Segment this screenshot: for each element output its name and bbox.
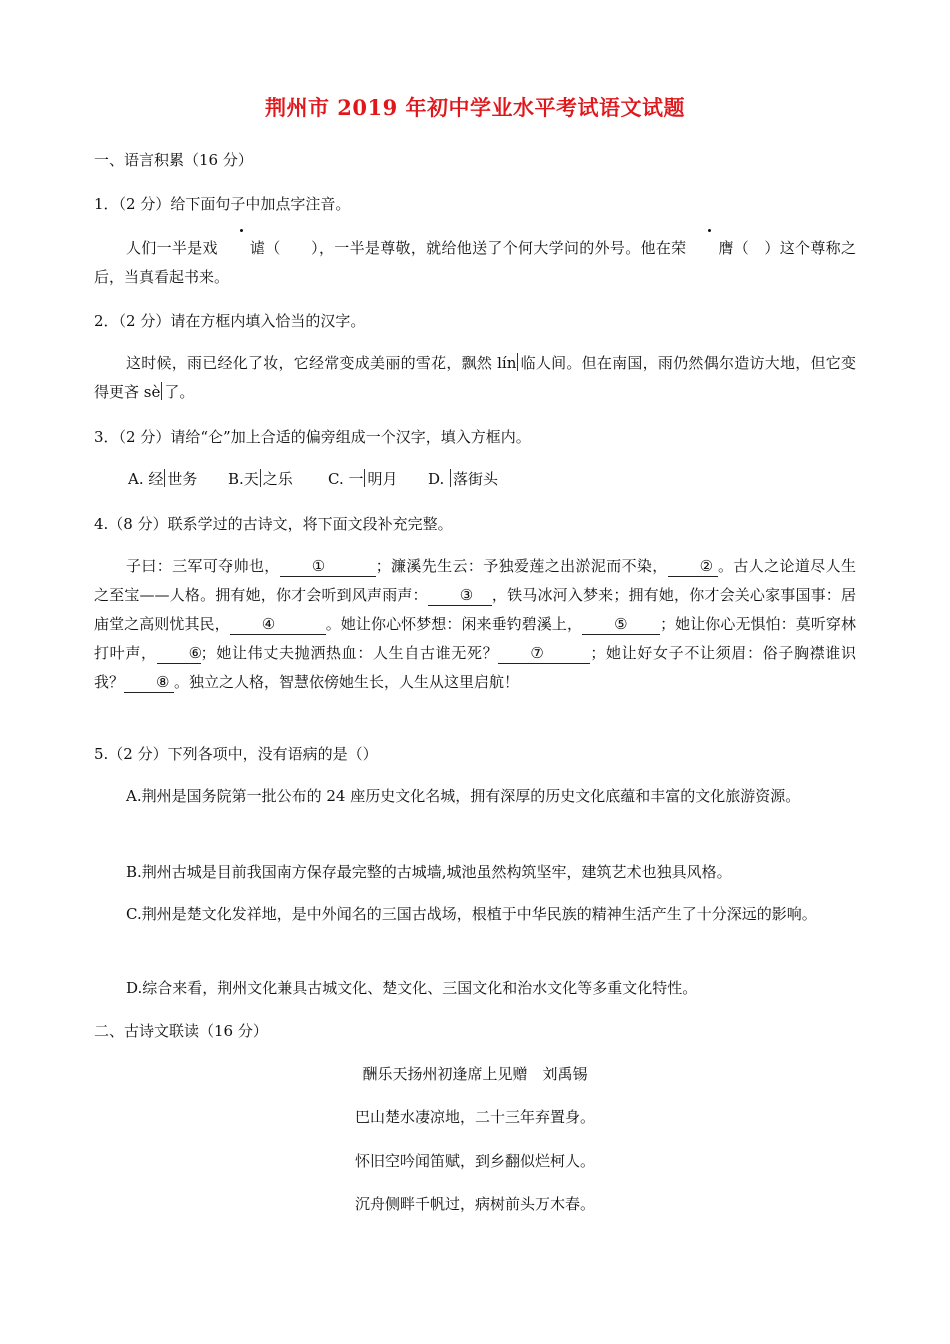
blank-6[interactable]: ⑥ xyxy=(157,643,201,664)
blank-8[interactable]: ⑧ xyxy=(124,672,174,693)
question-1-passage: 人们一半是戏 谑（ ），一半是尊敬，就给他送了个何大学问的外号。他在荣 膺（ ）这个尊称之后，当真看起书来。 xyxy=(94,234,856,292)
answer-box-b[interactable] xyxy=(260,469,262,487)
dotted-char-1: 谑 xyxy=(218,234,265,263)
dotted-char-2: 膺 xyxy=(686,234,733,263)
blank-3[interactable]: ③ xyxy=(428,585,492,606)
blank-7[interactable]: ⑦ xyxy=(498,643,590,664)
answer-box-d[interactable] xyxy=(450,469,452,487)
blank-2[interactable]: ② xyxy=(668,556,718,577)
question-5-option-c: C.荆州是楚文化发祥地，是中外闻名的三国古战场，根植于中华民族的精神生活产生了十分深远的影响。 xyxy=(126,905,817,923)
question-4-passage: 子曰：三军可夺帅也， ① ；濂溪先生云：予独爱莲之出淤泥而不染， ② 。古人之论道尽人生之至宝——人格。拥有她，你才会听到风声雨声： ③ ，铁马冰河入梦来；拥有她，你才会关心家事国事：居庙堂之高则忧其民， ④ 。她让你心怀梦想：闲来垂钓碧溪上， ⑤ ；她让你心无惧怕：莫听穿林打叶声， ⑥；她让伟丈夫抛洒热血：人生自古谁无死？ ⑦ ；她让好女子不让须眉：俗子胸襟谁识我？ ⑧ 。独立之人格，智慧依傍她生长，人生从这里启航！ xyxy=(94,557,856,691)
question-3-stem: 3．（2 分）请给“仑”加上合适的偏旁组成一个汉字，填入方框内。 xyxy=(94,428,531,446)
blank-4[interactable]: ④ xyxy=(230,614,326,635)
question-2-stem: 2．（2 分）请在方框内填入恰当的汉字。 xyxy=(94,312,366,330)
question-5-option-b: B.荆州古城是目前我国南方保存最完整的古城墙,城池虽然构筑坚牢，建筑艺术也独具风格。 xyxy=(126,863,732,881)
question-1-stem: 1．（2 分）给下面句子中加点字注音。 xyxy=(94,195,351,213)
poem-line-3: 沉舟侧畔千帆过，病树前头万木春。 xyxy=(354,1195,595,1213)
question-3-option-d: D. 落街头 xyxy=(428,470,499,488)
blank-5[interactable]: ⑤ xyxy=(582,614,660,635)
question-5-stem: 5.（2 分）下列各项中，没有语病的是（） xyxy=(94,745,378,763)
pinyin-1: lín xyxy=(497,354,517,372)
question-4-stem: 4.（8 分）联系学过的古诗文，将下面文段补充完整。 xyxy=(94,515,453,533)
poem-title: 酬乐天扬州初逢席上见赠 刘禹锡 xyxy=(362,1065,588,1083)
question-3-option-a: A. 经 世务 xyxy=(128,470,198,488)
poem-line-2: 怀旧空吟闻笛赋，到乡翻似烂柯人。 xyxy=(354,1152,595,1170)
exam-title: 荆州市 2019 年初中学业水平考试语文试题 xyxy=(264,95,686,120)
question-5-option-d: D.综合来看，荆州文化兼具古城文化、楚文化、三国文化和治水文化等多重文化特性。 xyxy=(126,979,698,997)
poem-line-1: 巴山楚水凄凉地，二十三年弃置身。 xyxy=(354,1108,595,1126)
question-3-option-b: B.天 之乐 xyxy=(228,470,293,488)
question-2-passage: 这时候，雨已经化了妆，它经常变成美丽的雪花，飘然 lín 临人间。但在南国，雨仍然偶尔造访大地，但它变得更吝 sè 了。 xyxy=(94,354,856,401)
question-3-option-c: C. 一 明月 xyxy=(328,470,398,488)
blank-1[interactable]: ① xyxy=(280,556,376,577)
question-5-option-a: A.荆州是国务院第一批公布的 24 座历史文化名城，拥有深厚的历史文化底蕴和丰富的文化旅游资源。 xyxy=(126,787,801,805)
section-heading-2: 二、古诗文联读（16 分） xyxy=(94,1022,268,1040)
section-heading-1: 一、语言积累（16 分） xyxy=(94,151,253,169)
pinyin-2: sè xyxy=(143,383,161,401)
